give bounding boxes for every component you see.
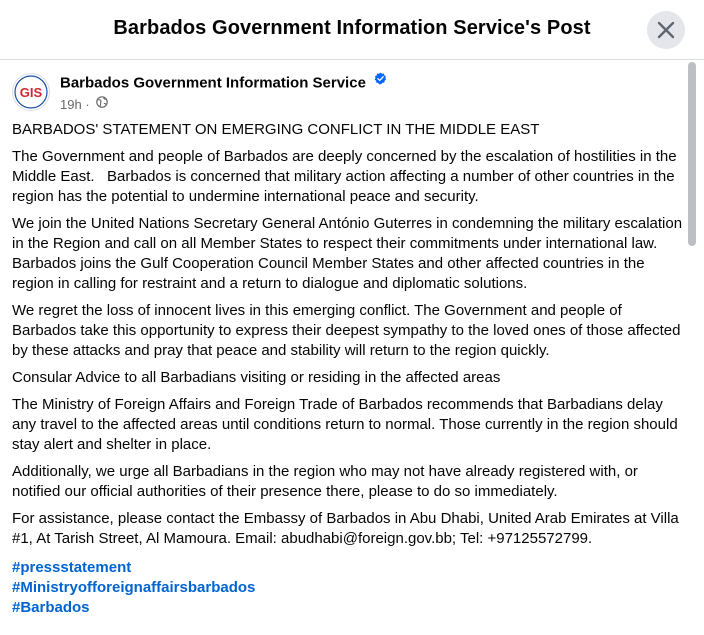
meta-separator: ·: [85, 97, 90, 113]
close-icon: [656, 20, 676, 40]
post-timestamp[interactable]: 19h: [60, 97, 82, 113]
globe-icon[interactable]: [96, 96, 108, 111]
post-paragraph: We regret the loss of innocent lives in this emerging conflict. The Government and people of Barbados take this opportunity to express their deepest sympathy to the loved ones of those affected by these attacks and pray that peace and stability will return to the region quickly.: [12, 302, 685, 359]
post-message: [12, 120, 686, 618]
post-paragraph: For assistance, please contact the Embassy of Barbados in Abu Dhabi, United Arab Emirates at Villa #1, At Tarish Street, Al Mamoura. Email: abudhabi@foreign.gov.bb; Tel: +97125572799.: [12, 510, 683, 547]
hashtag-link[interactable]: #Ministryofforeignaffairsbarbados: [12, 579, 256, 596]
svg-text:GIS: GIS: [19, 85, 43, 100]
post-meta: [60, 96, 108, 112]
post-scroll-area[interactable]: [0, 60, 704, 635]
scrollbar-thumb[interactable]: [688, 62, 696, 246]
hashtag-list: [12, 558, 686, 618]
author-name[interactable]: Barbados Government Information Service: [60, 74, 366, 92]
hashtag-link[interactable]: #Barbados: [12, 599, 90, 616]
post-paragraph: The Government and people of Barbados are deeply concerned by the escalation of hostilities in the Middle East. Barbados is concerned that military action affecting a number of other countries in the region has the potential to undermine international peace and security.: [12, 148, 681, 205]
close-button[interactable]: [647, 11, 685, 49]
hashtag-link[interactable]: #pressstatement: [12, 559, 132, 576]
post-paragraph: The Ministry of Foreign Affairs and Foreign Trade of Barbados recommends that Barbadians delay any travel to the affected areas until conditions return to normal. Those currently in the region should stay alert and shelter in place.: [12, 396, 682, 453]
gis-logo: [13, 74, 49, 110]
verified-badge-icon: [374, 72, 387, 90]
author-row: [60, 74, 387, 94]
dialog-header: [0, 0, 704, 60]
post-paragraph: We join the United Nations Secretary General António Guterres in condemning the military escalation in the Region and call on all Member States to respect their commitments under international law. Barbados joins the Gulf Cooperation Council Member States and other affected countries in the region in calling for restraint and a return to dialogue and diplomatic solutions.: [12, 215, 687, 292]
dialog-title: Barbados Government Information Service's Post: [113, 17, 591, 39]
avatar[interactable]: [12, 73, 50, 111]
post-subheading: Consular Advice to all Barbadians visiting or residing in the affected areas: [12, 369, 501, 386]
post-paragraph: Additionally, we urge all Barbadians in the region who may not have already registered with, or notified our official authorities of their presence there, please to do so immediately.: [12, 463, 643, 500]
post-headline: BARBADOS' STATEMENT ON EMERGING CONFLICT IN THE MIDDLE EAST: [12, 121, 540, 138]
